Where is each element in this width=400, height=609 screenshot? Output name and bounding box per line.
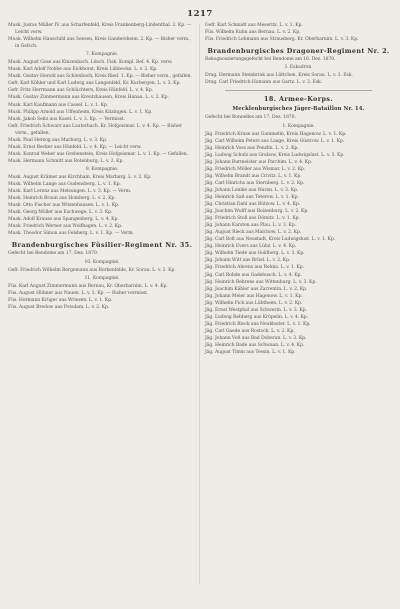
roster-entry: Jäg. Friedrich Ahrens aus Rehna. L. v. 1. Kp. (205, 265, 304, 271)
engagement-note: Gefecht bei Bendome am 17. Dez. 1870. (8, 251, 99, 257)
regiment-heading: Brandenburgisches Füsilier-Regiment Nr. 35. (11, 241, 193, 250)
page-number: 1217 (187, 9, 213, 19)
roster-entry: Füs. August Hübner aus Nauen. L. v. 3. Kp. — Bisher vermisst. (8, 290, 149, 296)
roster-entry: Musk. Gustav Herold aus Schlenbach, Kreis Ried. 1. Kp. — Bisher verm., gefallen. (8, 74, 192, 80)
roster-entry: Jäg. Johann Voß aus Bad Doberan. L. v. 3. Kp. (205, 335, 307, 341)
company-heading: 1. Kompagnie. (282, 123, 315, 129)
roster-entry: Jäg. Wilhelm Tiede aus Goldberg. L. v. 3. Kp. (205, 251, 305, 257)
roster-entry: Füs. Wilhelm Kuhn aus Bernau. L. v. 2. Kp. (205, 30, 301, 36)
company-heading: 8. Kompagnie. (85, 166, 119, 172)
roster-entry: Füs. August Bredow aus Potsdam. L. v. 2. Kp. (8, 304, 110, 310)
roster-entry: Musk. Philipp Arnold aus Uffenheim, Kreis Kitzingen. L. v. 1. Kp. (8, 109, 153, 115)
footer-logo (5, 587, 115, 607)
roster-entry: Musk. Otto Fischer aus Witzenhausen. L. v. 1. Kp. (8, 203, 120, 209)
roster-entry: Jäg. Christian Dahl aus Bützow. L. v. 4. Kp. (205, 202, 301, 208)
roster-entry: Musk. Friedrich Werner aus Wolfhagen. L. v. 2. Kp. (8, 224, 123, 230)
roster-entry: Musk. Wilhelm Hauschild aus Seesen, Kreis Gandersheim. 2. Kp. — Bisher verm., in Gefsch. (8, 37, 191, 50)
roster-entry: Füs. Karl August Zimmermann aus Bernau, Kr. Oberbarnim. L. v. 4. Kp. (8, 283, 168, 289)
roster-entry: Jäg. August Rieck aus Malchow. L. v. 2. Kp. (205, 230, 302, 236)
roster-entry: Musk. Adolf Krause aus Spangenberg. L. v. 4. Kp. (8, 217, 119, 223)
roster-entry: Musk. Karl Adolf Nobbe aus Eickhorst, Kreis Lübbecke. L. v. 2. Kp. (8, 67, 158, 73)
roster-entry: Musk. Karl Lorenz aus Melsungen. L. v. 3. Kp. — Verm. (8, 189, 132, 195)
roster-entry: Gefr. Friedrich Schwarz aus Lauterbach. Kr. Hofgeismar. L. v. 4. Kp. — Bisher verm., gefallen. (8, 123, 182, 136)
roster-entry: Jäg. Heinrich Behrens aus Wittenburg. L. v. 3. Kp. (205, 279, 317, 285)
roster-entry: Jäg. Heinrich Evers aus Lübz. L. v. 4. Kp. (205, 244, 297, 250)
roster-entry: Musk. Georg Möller aus Eschwege. L. v. 3. Kp. (8, 210, 113, 216)
roster-entry: Gefr. Karl Köhler und Karl Ludwig aus Langenfeld, Kr. Kurbergen. L. v. 3. Kp. (8, 81, 181, 87)
unit-heading: Mecklenburgisches Jäger-Bataillon Nr. 14. (232, 106, 365, 113)
roster-entry: Musk. Paul Herzog aus Marburg. L. v. 3. Kp. (8, 137, 108, 143)
roster-entry: Musk. Gustav Zimmermann aus Kreutzhausen, Kreis Hanau. L. v. 2. Kp. (8, 95, 169, 101)
roster-entry: Musk. August Krämer aus Kirchhain, Kreis Marburg. L. v. 2. Kp. (8, 174, 152, 180)
roster-entry: Gefr. Fritz Herrmann aus Schlüchtern, Kreis Hünfeld. L. v. 4. Kp. (8, 88, 154, 94)
roster-entry: Jäg. Carl Gaede aus Rostock. L. v. 2. Kp. (205, 328, 295, 334)
roster-entry: Musk. Theodor Simon aus Felsberg. L. v. 1. Kp. — Verm. (8, 231, 134, 237)
regiment-heading: Brandenburgisches Dragoner-Regiment Nr. 2. (207, 47, 390, 56)
roster-entry: Gefr. Friedrich Wilhelm Bergemann aus Borkenfelde, Kr. Sorau. L. v. 2. Kp. (8, 267, 176, 273)
roster-entry: Füs. Friedrich Lehmann aus Strausberg. Kr. Oberbarnim. L. v. 3. Kp. (205, 37, 359, 43)
roster-entry: Musk. Karl Kaufmann aus Cassel. L. v. 1. Kp. (8, 102, 109, 108)
roster-entry: Jäg. Heinrich Voss aus Penzlin. L. v. 2. Kp. (205, 145, 299, 151)
left-column (8, 22, 196, 311)
roster-entry: Jäg. Johann Witt aus Brüel. L. v. 2. Kp. (205, 258, 291, 264)
roster-entry: Jäg. Friedrich Möller aus Wismar. L. v. 2. Kp. (205, 166, 306, 172)
company-heading: 3. Eskadron. (284, 65, 313, 71)
roster-entry: Musk. Konrad Weber aus Grebenstein, Kreis Hofgeismar. L. v. 1. Kp. — Gefallen. (8, 151, 188, 157)
section-divider (225, 90, 372, 91)
logo-line-2: Genealogy.net (18, 594, 52, 599)
roster-entry: Musk. Jakob Seitz aus Kasel. L. v. 3. Kp. — Vermisst. (8, 116, 125, 122)
right-column (205, 22, 392, 356)
roster-entry: Jäg. Heinrich Saß aus Teterow. L. v. 1. Kp. (205, 194, 299, 200)
roster-entry: Jäg. August Timm aus Tessin. L. v. 1. Kp. (205, 350, 296, 356)
roster-entry: Jäg. Ernst Westphal aus Schwerin. L. v. 3. Kp. (205, 307, 307, 313)
roster-entry: Jäg. Friedrich Block aus Neukloster. L. v. 1. Kp. (205, 321, 311, 327)
roster-entry: Jäg. Ludwig Rehberg aus Kröpelin. L. v. 4. Kp. (205, 314, 308, 320)
roster-entry: Gefr. Karl Schmidt aus Meseritz. L. v. 1. Kp. (205, 23, 303, 28)
roster-entry: Füs. Hermann Krüger aus Wriezen. L. v. 1. Kp. (8, 297, 113, 303)
roster-entry: Jäg. Johann Meier aus Hagenow. L. v. 1. Kp. (205, 293, 303, 299)
roster-entry: Jäg. Johann Burmeister aus Parchim. L. v. 4. Kp. (205, 159, 313, 165)
logo-line-1: Digitalisiert von (18, 588, 55, 593)
roster-entry: Jäg. Joachim Kähler aus Zarrentin. L. v. 2. Kp. (205, 286, 308, 292)
roster-entry: Jäg. Johann Karsten aus Plau. L. v. 3. Kp. (205, 223, 296, 229)
logo-text (18, 588, 54, 600)
roster-entry: Jäg. Friedrich Kruse aus Gammelin, Kreis Hagenow. L. v. 1. Kp. (205, 131, 347, 137)
roster-entry: Jäg. Friedrich Stoll aus Dömitz. L. v. 1. Kp. (205, 216, 300, 222)
roster-entry: Musk. Justus Müller IV. aus Scharfenfeld, Kreis Frankenberg-Lindenthal. 2. Kp. — Leicht verw. (8, 23, 192, 36)
roster-entry: Jäg. Carl Wilhelm Peters aus Laage, Kreis Güstrow. L. v. 1. Kp. (205, 138, 345, 144)
column-gutter (199, 24, 200, 584)
roster-entry: Drag. Hermann Steinbrink aus Lüttchen, Kreis Sorau. L. v. 3. Esk. (205, 73, 353, 79)
roster-entry: Jäg. Carl Bolt aus Neustadt, Kreis Ludwigslust. L. v. 1. Kp. (205, 237, 336, 243)
roster-entry: Musk. Wilhelm Lange aus Gudensberg. L. v. 1. Kp. (8, 182, 121, 188)
company-heading: 10. Kompagnie. (84, 259, 120, 265)
roster-entry: Jäg. Joachim Wulff aus Boizenburg. L. v. 2. Kp. (205, 209, 309, 215)
roster-entry: Jäg. Johann Lemke aus Waren. L. v. 3. Kp. (205, 187, 299, 193)
company-heading: 7. Kompagnie. (85, 52, 119, 58)
roster-entry: Jäg. Wilhelm Fick aus Lübtheen. L. v. 2. Kp. (205, 300, 303, 306)
regiment-heading: 18. Armee-Korps. (264, 95, 333, 104)
logo-icon (5, 590, 15, 600)
roster-entry: Jäg. Wilhelm Brandt aus Crivitz. L. v. 1. Kp. (205, 173, 302, 179)
roster-entry: Musk. August Gose aus Kinzenbach. Ldsch. Fisk. Kompl. Bef. 4. Kp. verw. (8, 60, 173, 66)
roster-entry: Jäg. Carl Hinrichs aus Sternberg. L. v. 2. Kp. (205, 180, 305, 186)
roster-entry: Musk. Hermann Schmitt aus Rotenburg. L. v. 2. Kp. (8, 158, 124, 164)
engagement-note: Rekognoszierungsgefecht bei Bendome am 16. Dez. 1870. (205, 57, 336, 63)
roster-entry: Musk. Ernst Becker aus Hünfeld. L. v. 4. Kp. — Leicht verw. (8, 144, 142, 150)
roster-entry: Drag. Carl Friedrich Hamann aus Gartz. L. v. 3. Esk. (205, 80, 323, 86)
roster-entry: Jäg. Heinrich Bade aus Schwaan. L. v. 4. Kp. (205, 342, 305, 348)
roster-entry: Musk. Heinrich Braun aus Homberg. L. v. 2. Kp. (8, 196, 116, 202)
roster-entry: Jäg. Carl Rohde aus Gadebusch. L. v. 4. Kp. (205, 272, 302, 278)
engagement-note: Gefecht bei Bonnelles am 17. Dez. 1870. (205, 115, 296, 121)
company-heading: 11. Kompagnie. (84, 275, 120, 281)
roster-entry: Jäg. Ludwig Schulz aus Grabow, Kreis Ludwigslust. L. v. 3. Kp. (205, 152, 345, 158)
